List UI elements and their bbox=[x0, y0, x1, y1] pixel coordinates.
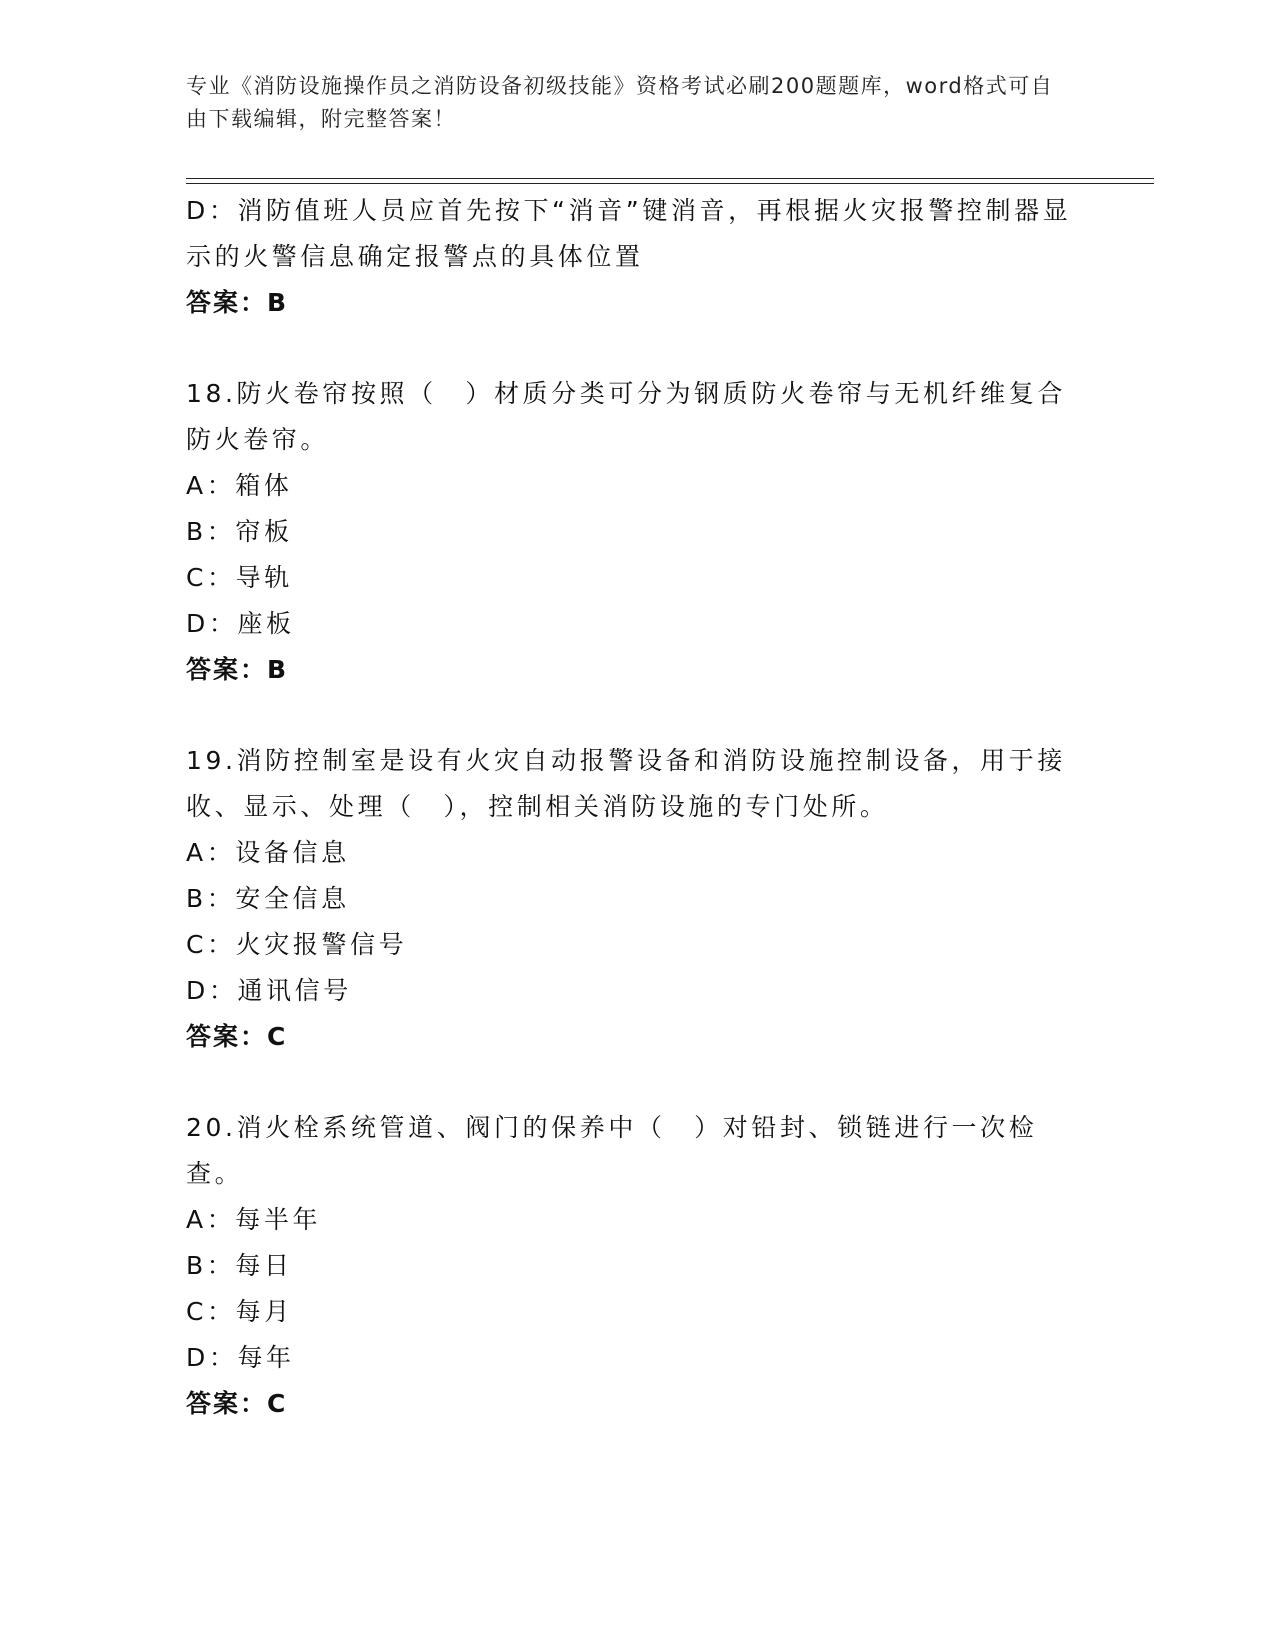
option-d: D：通讯信号 bbox=[186, 976, 352, 1005]
document-header: 专业《消防设施操作员之消防设备初级技能》资格考试必刷200题题库，word格式可自由下载编辑，附完整答案！ bbox=[186, 74, 1054, 131]
answer-line: 答案：C bbox=[186, 1022, 288, 1051]
question-18 bbox=[186, 371, 1076, 693]
spacer bbox=[186, 693, 1076, 738]
question-list bbox=[186, 188, 1076, 1427]
option-a: A：箱体 bbox=[186, 471, 293, 500]
option-a: A：设备信息 bbox=[186, 838, 350, 867]
option-a: A：每半年 bbox=[186, 1205, 322, 1234]
option-b: B：安全信息 bbox=[186, 884, 350, 913]
option-b: B：帘板 bbox=[186, 517, 293, 546]
option-d: D：每年 bbox=[186, 1343, 295, 1372]
question-stem: 18.防火卷帘按照（ ）材质分类可分为钢质防火卷帘与无机纤维复合防火卷帘。 bbox=[186, 379, 1066, 454]
spacer bbox=[186, 1060, 1076, 1105]
option-c: C：导轨 bbox=[186, 563, 293, 592]
header-rule-bottom bbox=[186, 183, 1154, 184]
option-c: C：每月 bbox=[186, 1297, 293, 1326]
header-rule-top bbox=[186, 178, 1154, 179]
spacer bbox=[186, 326, 1076, 371]
question-stem: 19.消防控制室是设有火灾自动报警设备和消防设施控制设备，用于接收、显示、处理（ ），控制相关消防设施的专门处所。 bbox=[186, 746, 1066, 821]
answer-line: 答案：C bbox=[186, 1389, 288, 1418]
answer-line: 答案：B bbox=[186, 655, 289, 684]
answer-line: 答案：B bbox=[186, 288, 289, 317]
question-19 bbox=[186, 738, 1076, 1060]
question-20 bbox=[186, 1105, 1076, 1427]
previous-question-tail bbox=[186, 188, 1076, 326]
option-b: B：每日 bbox=[186, 1251, 293, 1280]
question-stem: 20.消火栓系统管道、阀门的保养中（ ）对铅封、锁链进行一次检查。 bbox=[186, 1113, 1038, 1188]
option-d: D：座板 bbox=[186, 609, 295, 638]
option-d: D：消防值班人员应首先按下“消音”键消音，再根据火灾报警控制器显示的火警信息确定报警点的具体位置 bbox=[186, 196, 1072, 271]
option-c: C：火灾报警信号 bbox=[186, 930, 408, 959]
